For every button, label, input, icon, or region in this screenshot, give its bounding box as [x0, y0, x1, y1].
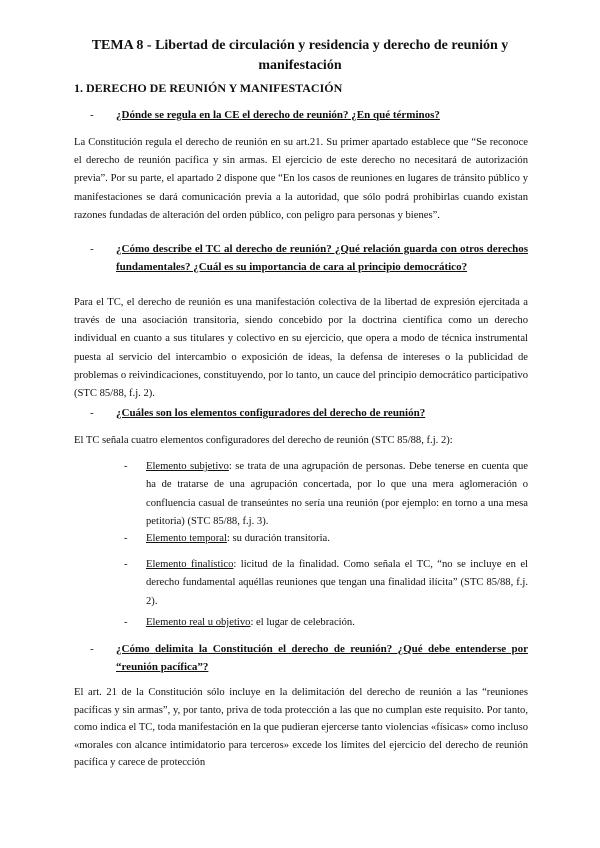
item-dash: - [124, 461, 128, 472]
bullet-dash: - [90, 407, 94, 419]
question-3 [90, 404, 528, 422]
paragraph-3: El TC señala cuatro elementos configuradores del derecho de reunión (STC 85/88, f.j. 2): [74, 435, 453, 446]
document-title: TEMA 8 - Libertad de circulación y residencia y derecho de reunión y manifestación [91, 38, 509, 73]
element-term: Elemento finalístico [146, 559, 234, 570]
element-item [124, 530, 528, 548]
element-term: Elemento real u objetivo [146, 617, 251, 628]
item-dash: - [124, 533, 128, 544]
element-item [124, 458, 528, 532]
question-1-text: ¿Dónde se regula en la CE el derecho de reunión? ¿En qué términos? [116, 109, 440, 121]
element-item [124, 556, 529, 611]
bullet-dash: - [90, 109, 94, 121]
question-4-text: ¿Cómo delimita la Constitución el derecho de reunión? ¿Qué debe entenderse por “reunión pacífica”? [116, 643, 528, 673]
item-dash: - [124, 617, 128, 628]
bullet-dash: - [90, 643, 94, 655]
question-4 [90, 640, 528, 676]
element-term: Elemento temporal [146, 533, 227, 544]
section-heading: 1. DERECHO DE REUNIÓN Y MANIFESTACIÓN [74, 81, 343, 95]
question-2-text: ¿Cómo describe el TC al derecho de reunión? ¿Qué relación guarda con otros derechos fundamentales? ¿Cuál es su importancia de cara al principio democrático? [116, 243, 528, 273]
element-term: Elemento subjetivo [146, 461, 229, 472]
bullet-dash: - [90, 243, 94, 255]
paragraph-1: La Constitución regula el derecho de reunión en su art.21. Su primer apartado establece que “Se reconoce el derecho de reunión pacífica y sin armas. El ejercicio de este derecho no necesitará de autorización previa”. Por su parte, el apartado 2 dispone que “En los casos de reuniones en lugares de tránsito público y manifestaciones se dará comunicación previa a la autoridad, que sólo podrá prohibirlas cuando existan razones fundadas de alteración del orden público, con peligro para personas y bienes”. [74, 137, 528, 221]
element-description: : licitud de la finalidad. Como señala el TC, “no se incluye en el derecho fundamental aquéllas reuniones que tengan una finalidad ilícita” (STC 85/88, f.j. 2). [146, 559, 529, 607]
question-3-text: ¿Cuáles son los elementos configuradores del derecho de reunión? [116, 407, 426, 419]
paragraph-2: Para el TC, el derecho de reunión es una manifestación colectiva de la libertad de expresión ejercitada a través de una asociación transitoria, siendo concebido por la doctrina científica como un derecho individual en cuanto a sus titulares y colectivo en su ejercicio, que opera a modo de técnica instrumental puesta al servicio del intercambio o exposición de ideas, la defensa de intereses o la publicidad de problemas o reivindicaciones, constituyendo, por lo tanto, un cauce del principio democrático participativo (STC 85/88, f.j. 2). [74, 297, 528, 400]
element-item [124, 614, 528, 632]
paragraph-4: El art. 21 de la Constitución sólo incluye en la delimitación del derecho de reunión a las “reuniones pacíficas y sin armas”, y, por tanto, priva de toda protección a las que no cumplan este requisito. Por tanto, como indica el TC, toda manifestación en la que pudieran ejercerse tanto violencias «físicas» como incluso «morales con alcance intimidatorio para terceros» excede los límites del ejercicio del derecho de reunión pacífica y carece de protección [74, 687, 529, 769]
question-2 [90, 240, 528, 276]
element-description: : su duración transitoria. [226, 533, 330, 544]
element-description: : el lugar de celebración. [250, 617, 355, 628]
element-description: : se trata de una agrupación de personas. Debe tenerse en cuenta que ha de tratarse de una agrupación concertada, por lo que una mera aglomeración o confluencia casual de transeúntes no sería una reunión (por ejemplo: en torno a una mesa petitoria) (STC 85/88, f.j. 3). [146, 461, 528, 528]
item-dash: - [124, 559, 128, 570]
question-1 [90, 106, 528, 124]
